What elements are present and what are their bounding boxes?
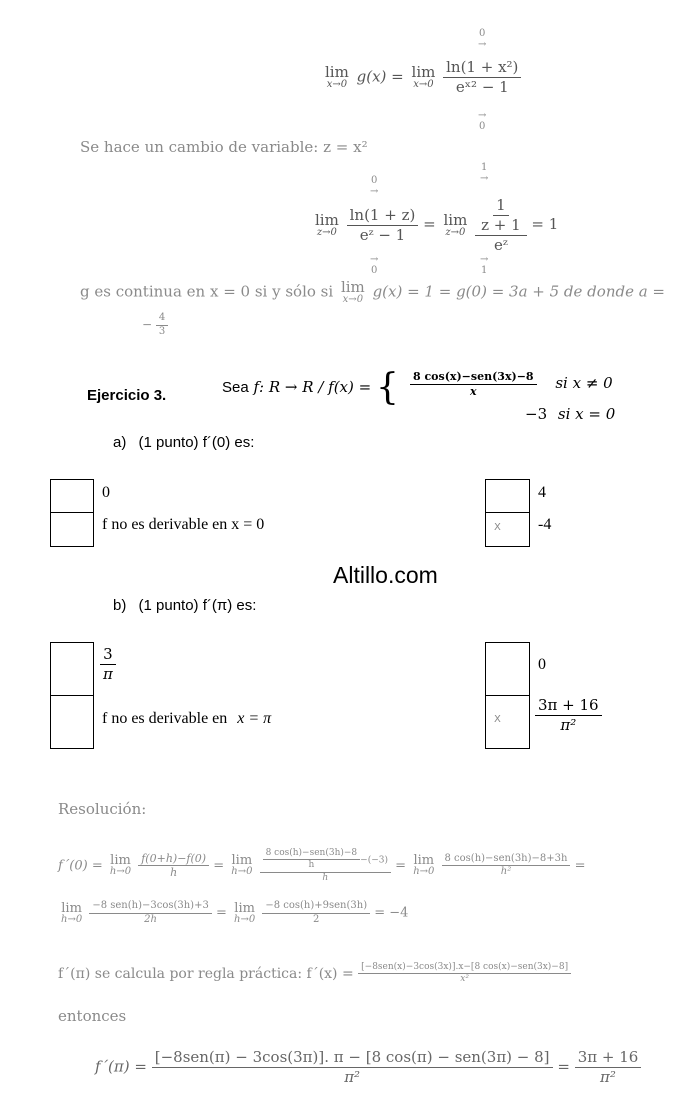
part-b-option-2: f no es derivable en x = π <box>102 710 272 727</box>
continuity-result: − $\frac{4}{3}$ <box>142 312 168 338</box>
part-a-checkbox-3[interactable] <box>485 479 530 513</box>
part-b-checkmark: X <box>494 714 501 725</box>
part-a-checkmark: X <box>494 522 501 533</box>
part-b-checkbox-1[interactable] <box>50 642 94 696</box>
practical-rule-line: f´(π) se calcula por regla práctica: f´(x) = $\frac{\text{[−8sen(x)−3cos(3x)].x−[8 cos(x)−sen(3x)−8]}}{\text{x²}}$ <box>58 962 571 986</box>
exercise-definition: Sea f: R → R / f(x) = { <box>222 367 399 408</box>
case-2: −3 si x = 0 <box>525 405 616 423</box>
second-limit-arrow-1-bottom: → 1 <box>480 254 489 276</box>
second-limit-arrow-1-top: 1 → <box>480 162 489 184</box>
part-b-checkbox-4[interactable] <box>485 695 530 749</box>
part-b-option-1: $\frac{3}{\pi}$ <box>100 645 116 684</box>
continuity-line: g es continua en x = 0 si y sólo si lim x→0 g(x) = 1 = g(0) = 3a + 5 de donde a = <box>80 278 666 305</box>
final-result: f´(π) = $\frac{\text{[−8sen(π) − 3cos(3π)]. π − [8 cos(π) − sen(3π) − 8]}}{\text{π²}}$ = $\frac{3\pi + 16}{\text{π²}}$ <box>95 1048 641 1087</box>
resolution-line-1: f´(0) = lim h→0 $\frac{f(0+h)-f(0)}{h}$ = lim h→0 $\frac{\text{8 cos(h)−sen(3h)−8}}{h}$ −(−3) h = lim h→0 $\frac{\text{8 cos(h)−sen(3h)−8+3h}}{\text{h²}}$ = <box>58 848 586 883</box>
first-limit-top-arrow: 0 → <box>478 28 487 50</box>
part-a-checkbox-2[interactable] <box>50 512 94 547</box>
part-b-checkbox-2[interactable] <box>50 695 94 749</box>
part-a-checkbox-1[interactable] <box>50 479 94 513</box>
part-b-checkbox-3[interactable] <box>485 642 530 696</box>
part-b-option-4: $\frac{3\pi + 16}{\text{π²}}$ <box>535 696 602 735</box>
second-limit-arrow-0-top: 0 → <box>370 175 379 197</box>
case-1: $\frac{\text{8 cos(x)−sen(3x)−8}}{x}$ si x ≠ 0 <box>410 370 613 399</box>
part-b-option-3: 0 <box>538 656 546 673</box>
first-limit-bottom-arrow: → 0 <box>478 110 487 132</box>
part-a-question: a) (1 punto) f´(0) es: <box>113 434 255 451</box>
part-b-question: b) (1 punto) f´(π) es: <box>113 597 257 614</box>
part-a-option-3: 4 <box>538 484 546 501</box>
watermark: Altillo.com <box>333 562 438 588</box>
part-a-option-4: -4 <box>538 516 552 533</box>
entonces-text: entonces <box>58 1007 127 1025</box>
exercise-title: Ejercicio 3. <box>87 387 167 404</box>
part-a-checkbox-4[interactable] <box>485 512 530 547</box>
second-limit: lim z→0 $\frac{\ln(1 + z)}{\text{eᶻ − 1}}$ = lim z→0 $\frac{\frac{1}{z + 1}}{\text{eᶻ}}$ = 1 <box>315 196 559 254</box>
resolution-title: Resolución: <box>58 800 147 818</box>
resolution-line-2: lim h→0 $\frac{\text{−8 sen(h)−3cos(3h)+3}}{2h}$ = lim h→0 $\frac{\text{−8 cos(h)+9sen(3h)}}{2}$ = −4 <box>61 900 409 925</box>
first-limit: lim x→0 g(x) = lim x→0 $\frac{\text{ln(1 + x²)}}{\text{eˣ² − 1}}$ <box>322 58 521 97</box>
part-a-option-1: 0 <box>102 484 110 501</box>
second-limit-arrow-0-bottom: → 0 <box>370 254 379 276</box>
part-a-option-2: f no es derivable en x = 0 <box>102 516 265 533</box>
change-variable-text: Se hace un cambio de variable: z = x² <box>80 138 368 156</box>
